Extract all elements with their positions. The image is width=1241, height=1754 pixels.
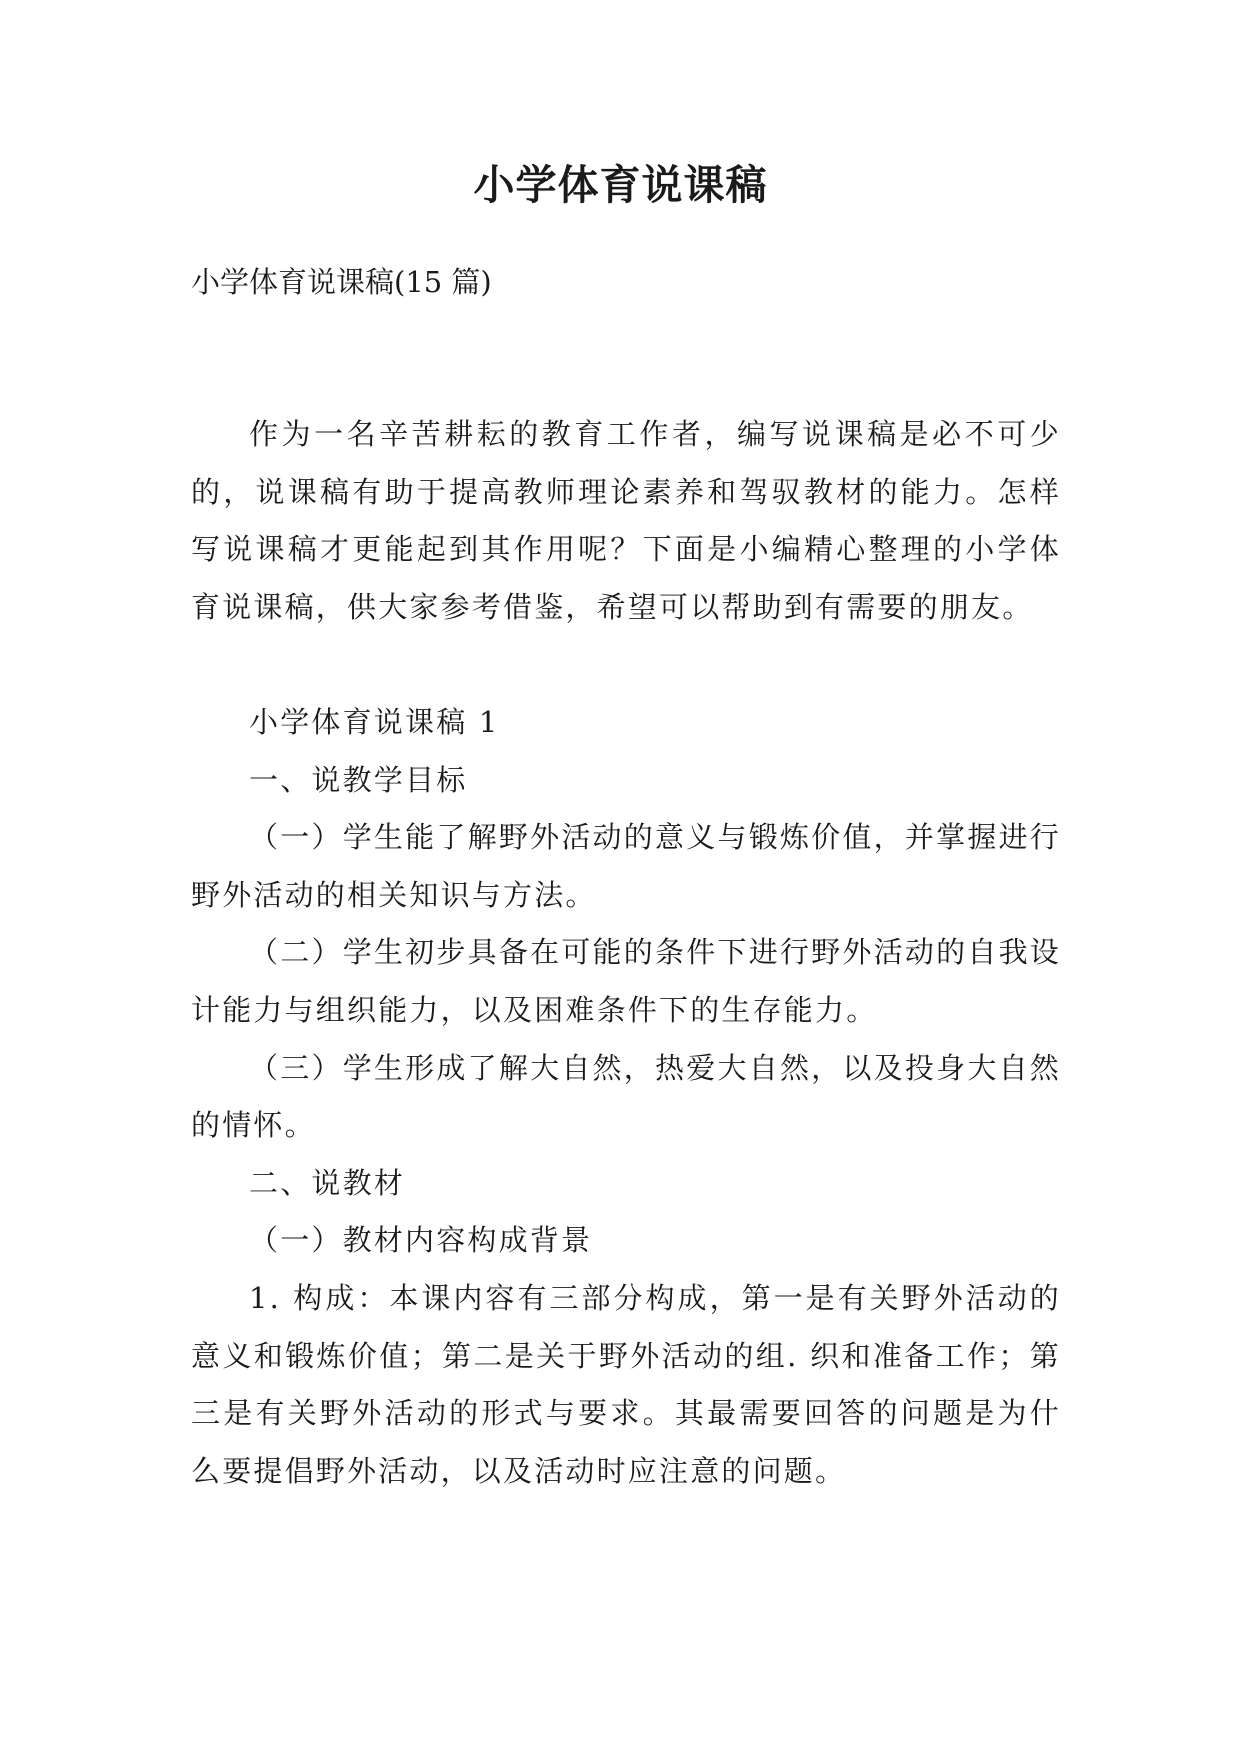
section-heading: 小学体育说课稿 1 xyxy=(249,704,500,739)
heading-teaching-goals: 一、说教学目标 xyxy=(249,762,468,797)
paragraph: （三）学生形成了解大自然，热爱大自然，以及投身大自然的情怀。 xyxy=(191,1050,1061,1143)
document-title: 小学体育说课稿 xyxy=(473,161,768,209)
paragraph: （一）学生能了解野外活动的意义与锻炼价值，并掌握进行野外活动的相关知识与方法。 xyxy=(191,820,1061,912)
paragraph: 1. 构成：本课内容有三部分构成，第一是有关野外活动的意义和锻炼价值；第二是关于野外活动的组. 织和准备工作；第三是有关野外活动的形式与要求。其最需要回答的问题是为什么要提倡野外活动，以及活动时应注意的问题。 xyxy=(191,1280,1061,1488)
document-subtitle: 小学体育说课稿(15 篇) xyxy=(191,265,492,299)
document-body xyxy=(191,406,1061,1500)
paragraph: （二）学生初步具备在可能的条件下进行野外活动的自我设计能力与组织能力，以及困难条件下的生存能力。 xyxy=(191,935,1061,1027)
heading-teaching-material: 二、说教材 xyxy=(249,1165,406,1200)
intro-paragraph: 作为一名辛苦耕耘的教育工作者，编写说课稿是必不可少的，说课稿有助于提高教师理论素养和驾驭教材的能力。怎样写说课稿才更能起到其作用呢？下面是小编精心整理的小学体育说课稿，供大家参考借鉴，希望可以帮助到有需要的朋友。 xyxy=(191,417,1061,624)
subheading-material-background: （一）教材内容构成背景 xyxy=(249,1223,593,1258)
